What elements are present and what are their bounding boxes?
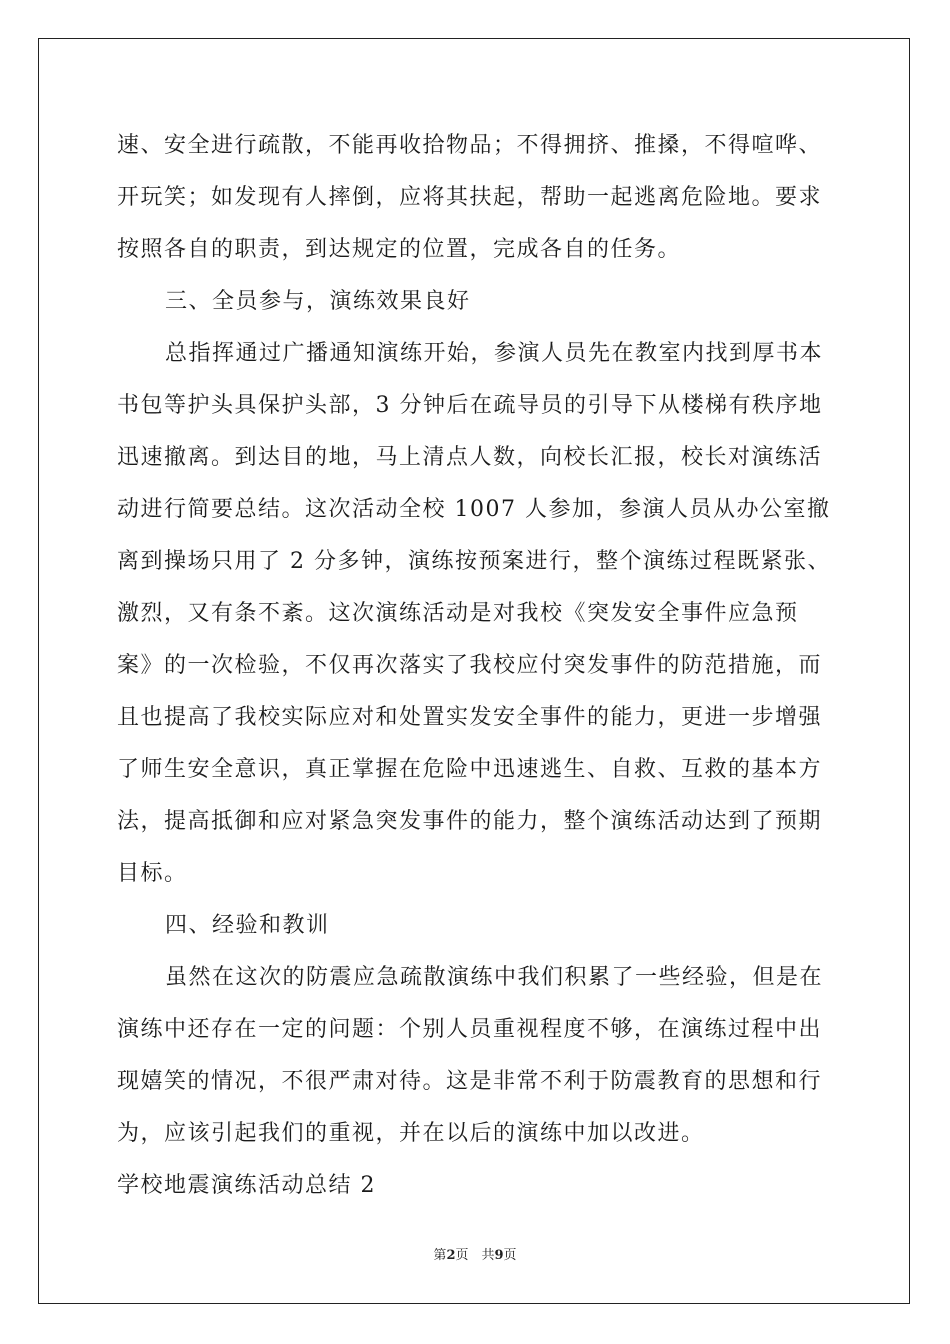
body-line: 了师生安全意识，真正掌握在危险中迅速逃生、自救、互救的基本方: [117, 757, 823, 782]
body-line: 现嬉笑的情况，不很严肃对待。这是非常不利于防震教育的思想和行: [117, 1069, 823, 1094]
document-subtitle: 学校地震演练活动总结 2: [117, 1173, 376, 1198]
footer-suffix: 页: [503, 1248, 517, 1263]
body-line: 案》的一次检验，不仅再次落实了我校应付突发事件的防范措施，而: [117, 653, 823, 678]
body-line: 速、安全进行疏散，不能再收拾物品；不得拥挤、推搡，不得喧哗、: [117, 133, 823, 158]
page-footer: [0, 1246, 950, 1266]
paragraph-first-line: 虽然在这次的防震应急疏散演练中我们积累了一些经验，但是在: [165, 965, 824, 990]
section-heading: 三、全员参与，演练效果良好: [165, 289, 471, 314]
body-line: 离到操场只用了 2 分多钟，演练按预案进行，整个演练过程既紧张、: [117, 549, 831, 574]
body-line: 按照各自的职责，到达规定的位置，完成各自的任务。: [117, 237, 682, 262]
section-heading: 四、经验和教训: [165, 913, 330, 938]
current-page-number: 2: [446, 1248, 456, 1263]
body-line: 目标。: [117, 861, 188, 886]
body-line: 动进行简要总结。这次活动全校 1007 人参加，参演人员从办公室撤: [117, 497, 831, 522]
paragraph-first-line: 总指挥通过广播通知演练开始，参演人员先在教室内找到厚书本: [165, 341, 824, 366]
body-line: 书包等护头具保护头部，3 分钟后在疏导员的引导下从楼梯有秩序地: [117, 393, 823, 418]
total-pages-number: 9: [494, 1248, 504, 1263]
body-line: 为，应该引起我们的重视，并在以后的演练中加以改进。: [117, 1121, 705, 1146]
body-line: 迅速撤离。到达目的地，马上清点人数，向校长汇报，校长对演练活: [117, 445, 823, 470]
body-line: 法，提高抵御和应对紧急突发事件的能力，整个演练活动达到了预期: [117, 809, 823, 834]
body-line: 且也提高了我校实际应对和处置实发安全事件的能力，更进一步增强: [117, 705, 823, 730]
body-line: 演练中还存在一定的问题：个别人员重视程度不够，在演练过程中出: [117, 1017, 823, 1042]
document-body: [117, 126, 837, 1218]
body-line: 激烈，又有条不紊。这次演练活动是对我校《突发安全事件应急预: [117, 601, 799, 626]
footer-middle: 页 共: [455, 1248, 495, 1263]
footer-prefix: 第: [433, 1248, 447, 1263]
body-line: 开玩笑；如发现有人摔倒，应将其扶起，帮助一起逃离危险地。要求: [117, 185, 823, 210]
